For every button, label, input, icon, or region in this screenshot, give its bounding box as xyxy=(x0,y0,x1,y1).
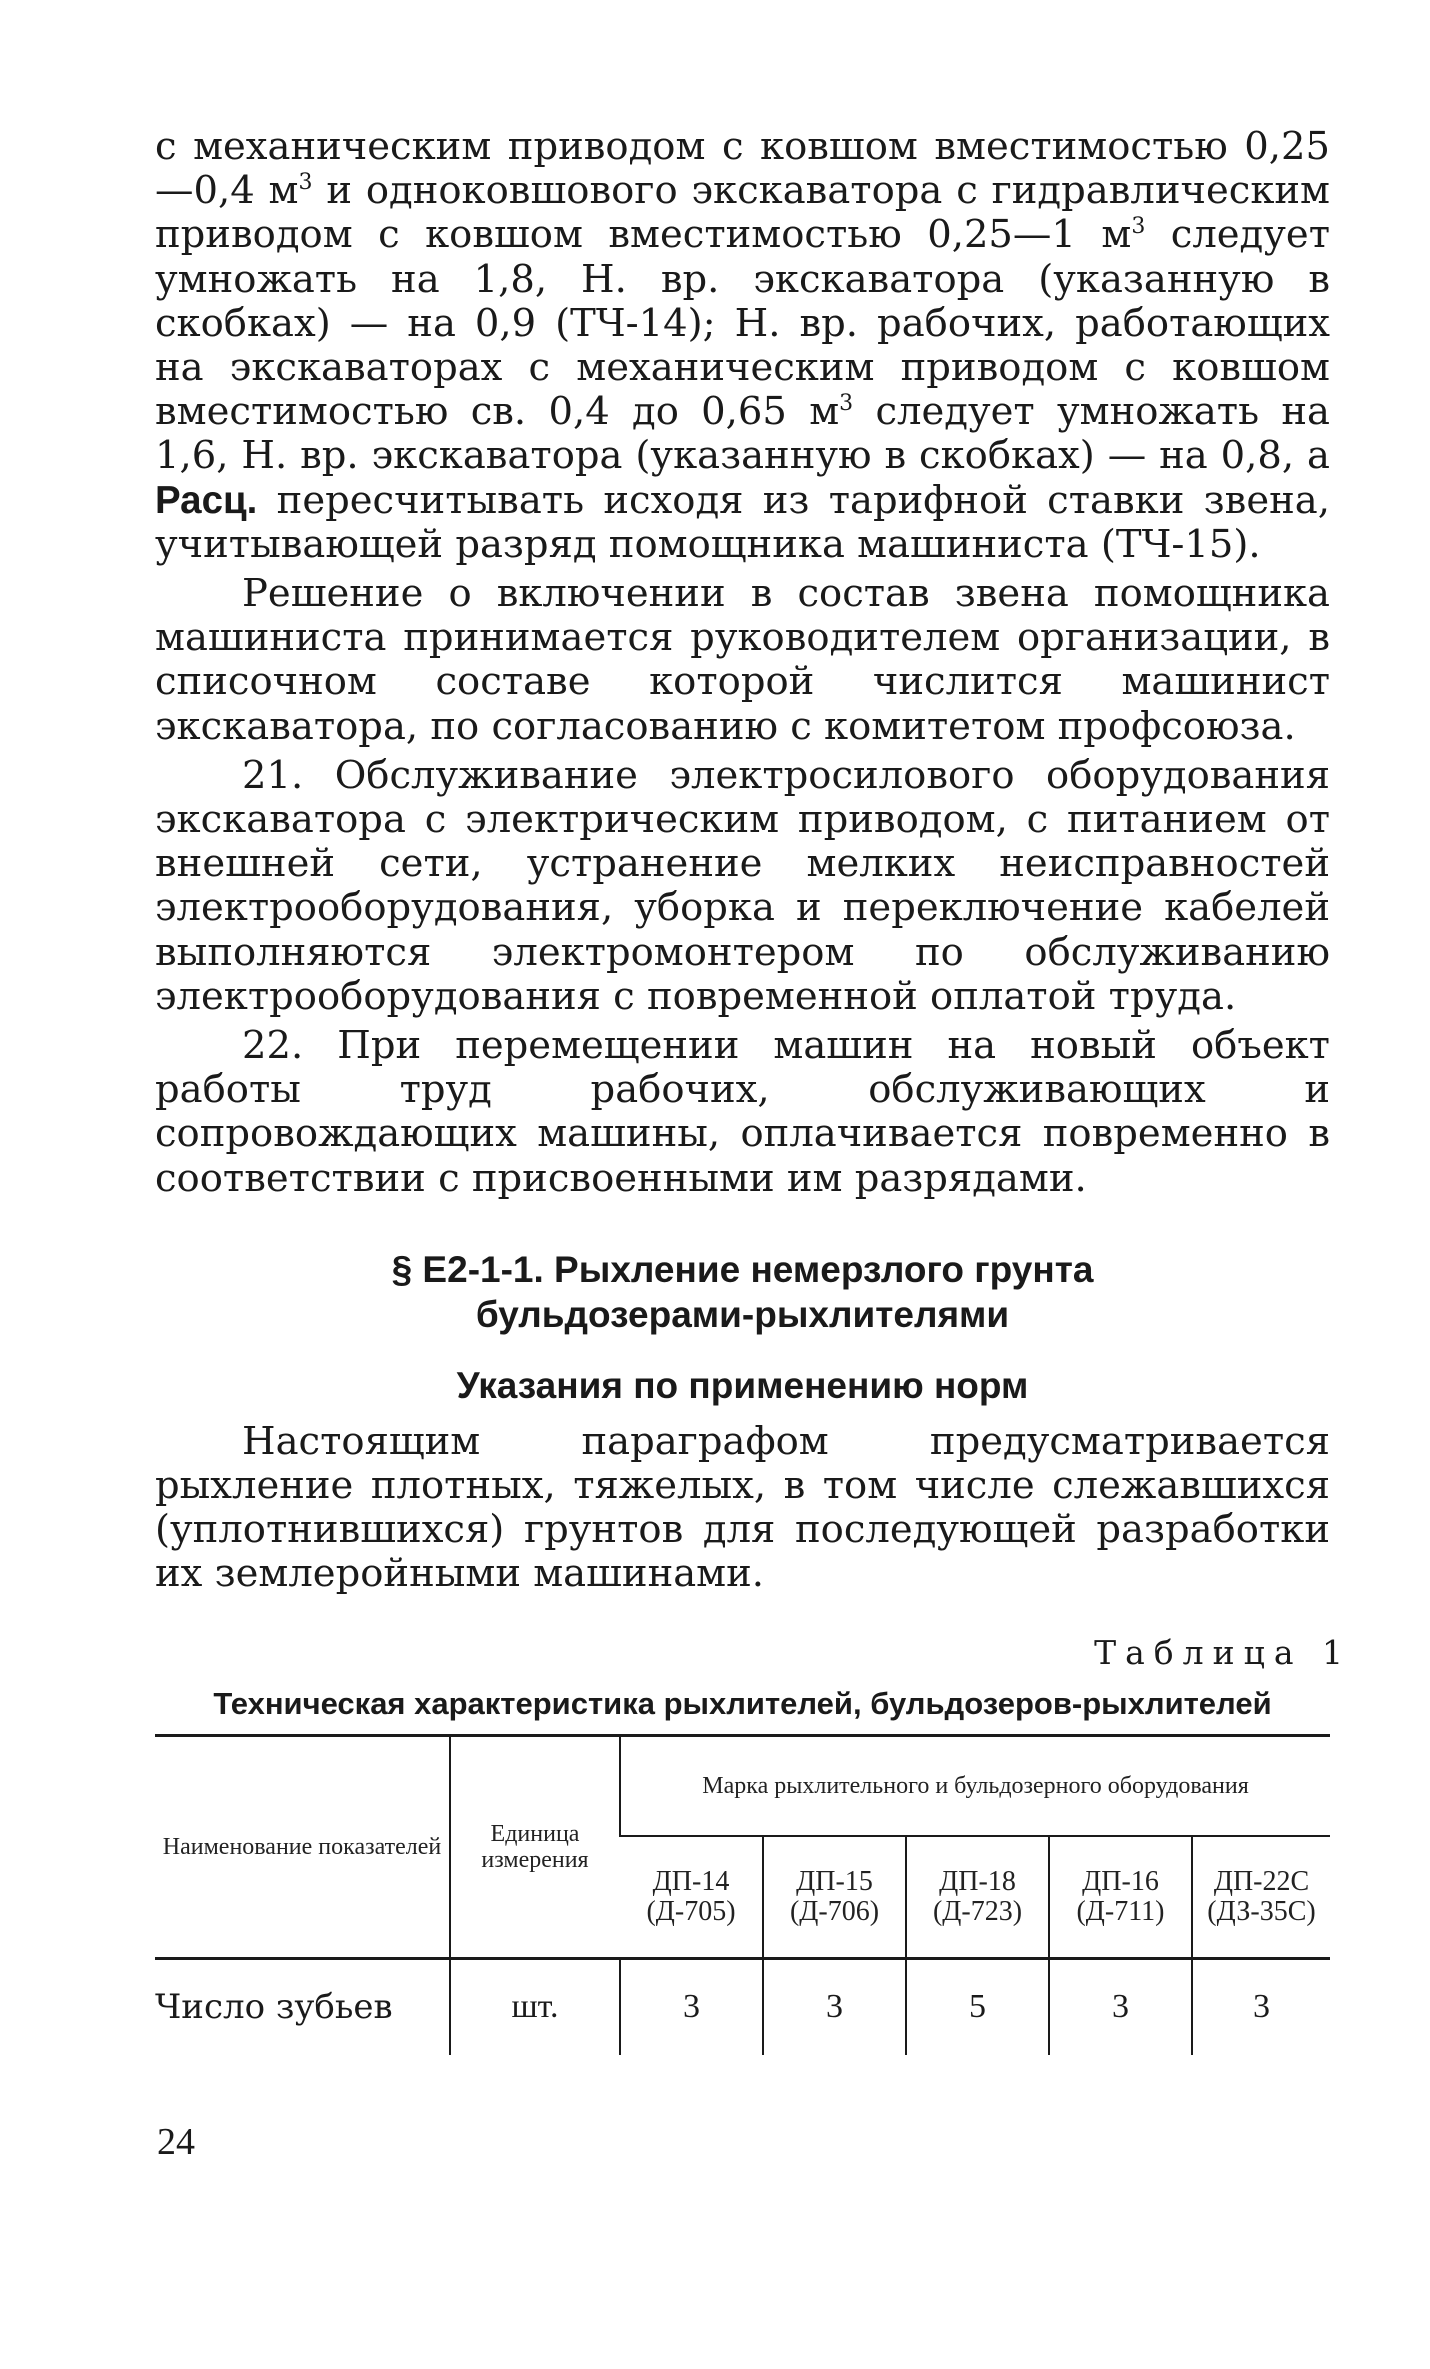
superscript: 3 xyxy=(839,391,854,417)
table-cell: 3 xyxy=(1049,1958,1192,2055)
section-title-line1: § Е2-1-1. Рыхление немерзлого грунта xyxy=(391,1248,1094,1290)
column-header-model: ДП-18 (Д-723) xyxy=(906,1836,1049,1959)
page-number: 24 xyxy=(157,2121,195,2163)
column-header-name: Наименование показателей xyxy=(162,1833,442,1860)
paragraph-decision: Решение о включении в состав звена помощника машиниста принимается руководителем организации, в списочном составе которой числится машинист экскаватора, по согласованию с комитетом профсоюза. xyxy=(155,571,1330,749)
table-cell: 3 xyxy=(1192,1958,1330,2055)
table-number: Таблица 1 xyxy=(1094,1632,1352,1672)
section-title-line2: бульдозерами-рыхлителями xyxy=(475,1293,1010,1335)
bold-term: Расц. xyxy=(155,478,258,522)
subheading: Указания по применению норм xyxy=(456,1364,1029,1406)
table-cell: 3 xyxy=(763,1958,906,2055)
paragraph-22: 22. При перемещении машин на новый объект работы труд рабочих, обслуживающих и сопровождающих машины, оплачивается повременно в соответствии с присвоенными им разрядами. xyxy=(155,1023,1330,1201)
superscript: 3 xyxy=(298,170,313,196)
column-header-model: ДП-16 (Д-711) xyxy=(1049,1836,1192,1959)
table-row xyxy=(155,1958,1330,2055)
column-header-unit: Единица измерения xyxy=(450,1735,620,1958)
column-header-model: ДП-15 (Д-706) xyxy=(763,1836,906,1959)
page-content xyxy=(155,124,1352,2055)
column-header-model: ДП-14 (Д-705) xyxy=(646,1865,736,1927)
superscript: 3 xyxy=(1131,214,1146,240)
row-label: Число зубьев xyxy=(155,1958,450,2055)
paragraph-continuation: с механическим приводом с ковшом вместимостью 0,25—0,4 $м^3$ и одноковшового экскаватора с гидравлическим приводом с ковшом вместимостью 0,25—1 $м^3$ следует умножать на 1,8, Н. вр. экскаватора (указанную в скобках) — на 0,9 (ТЧ-14); Н. вр. рабочих, работающих на экскаваторах с механическим приводом с ковшом вместимостью св. 0,4 до 0,65 $м^3$ следует умножать на 1,6, Н. вр. экскаватора (указанную в скобках) — на 0,8, а Расц. пересчитывать исходя из тарифной ставки звена, учитывающей разряд помощника машиниста (ТЧ-15). xyxy=(155,124,1330,567)
specs-table xyxy=(155,1734,1330,2055)
table-cell: 5 xyxy=(906,1958,1049,2055)
column-group-header: Марка рыхлительного и бульдозерного оборудования xyxy=(620,1735,1330,1836)
column-header-model: ДП-22С (ДЗ-35С) xyxy=(1192,1836,1330,1959)
table-title: Техническая характеристика рыхлителей, бульдозеров-рыхлителей xyxy=(213,1685,1272,1721)
paragraph-21: 21. Обслуживание электросилового оборудования экскаватора с электрическим приводом, с питанием от внешней сети, устранение мелких неисправностей электрооборудования, уборка и переключение кабелей выполняются электромонтером по обслуживанию электрооборудования с повременной оплатой труда. xyxy=(155,752,1330,1019)
row-unit: шт. xyxy=(450,1958,620,2055)
paragraph-intro: Настоящим параграфом предусматривается рыхление плотных, тяжелых, в том числе слежавшихся (уплотнившихся) грунтов для последующей разработки их землеройными машинами. xyxy=(155,1418,1330,1597)
table-cell: 3 xyxy=(620,1958,763,2055)
